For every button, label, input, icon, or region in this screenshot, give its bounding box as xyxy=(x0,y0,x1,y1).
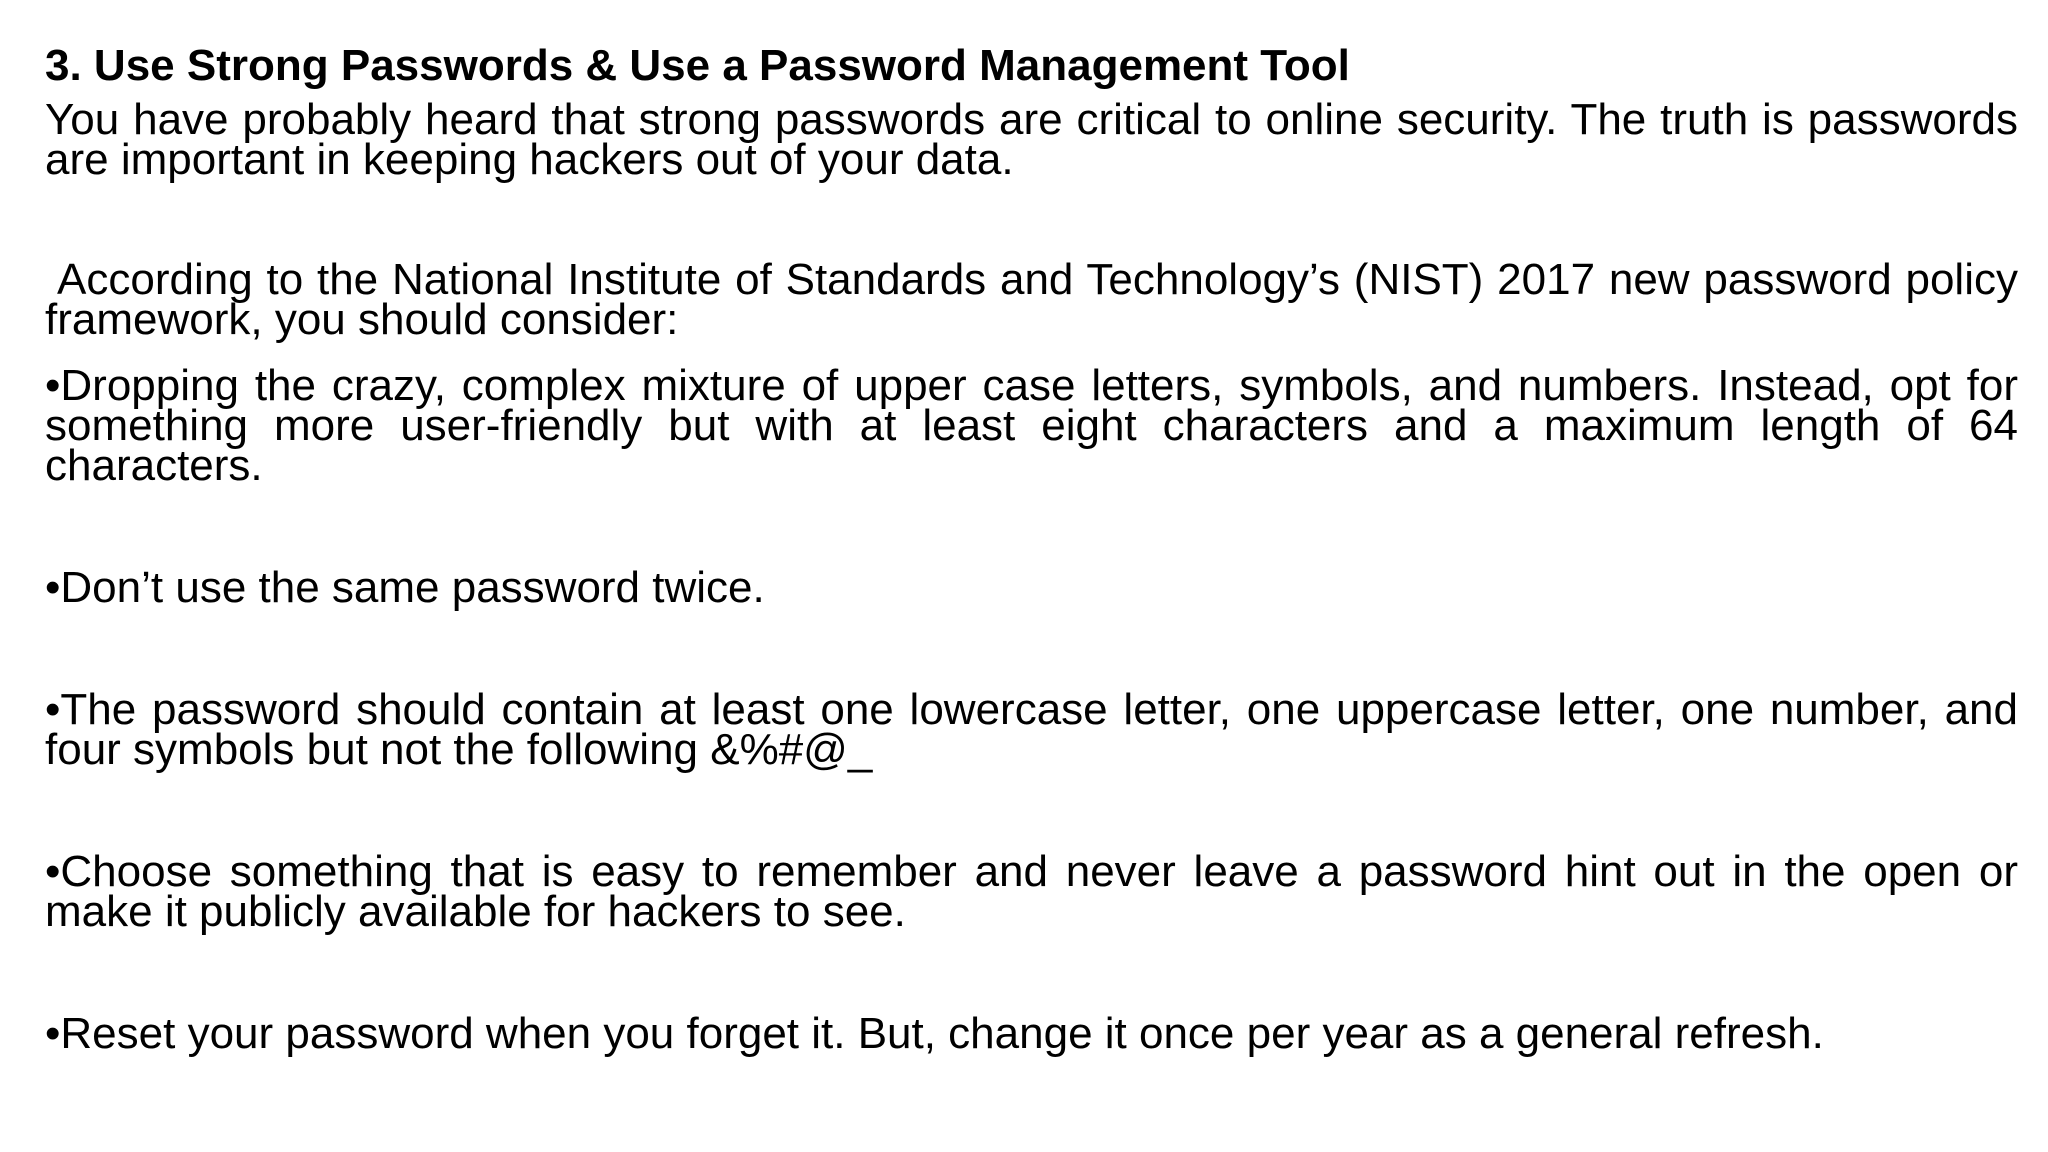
bullet-item-reset: •Reset your password when you forget it. But, change it once per year as a general refresh. xyxy=(45,1009,1824,1058)
slide-heading: 3. Use Strong Passwords & Use a Password Management Tool xyxy=(45,41,1350,90)
nist-intro-paragraph: According to the National Institute of Standards and Technology’s (NIST) 2017 new password policy framework, you should consider: xyxy=(45,255,2018,344)
bullet-item-hint: •Choose something that is easy to remember and never leave a password hint out in the open or make it publicly available for hackers to see. xyxy=(45,847,2018,936)
slide-content xyxy=(45,40,2018,1058)
bullet-item-reuse: •Don’t use the same password twice. xyxy=(45,563,765,612)
bullet-item-length: •Dropping the crazy, complex mixture of upper case letters, symbols, and numbers. Instead, opt for something more user-friendly but with at least eight characters and a maximum length of 64 characters. xyxy=(45,361,2018,490)
intro-paragraph: You have probably heard that strong passwords are critical to online security. The truth is passwords are important in keeping hackers out of your data. xyxy=(45,95,2018,184)
bullet-item-composition: •The password should contain at least one lowercase letter, one uppercase letter, one number, and four symbols but not the following &%#@_ xyxy=(45,685,2018,774)
